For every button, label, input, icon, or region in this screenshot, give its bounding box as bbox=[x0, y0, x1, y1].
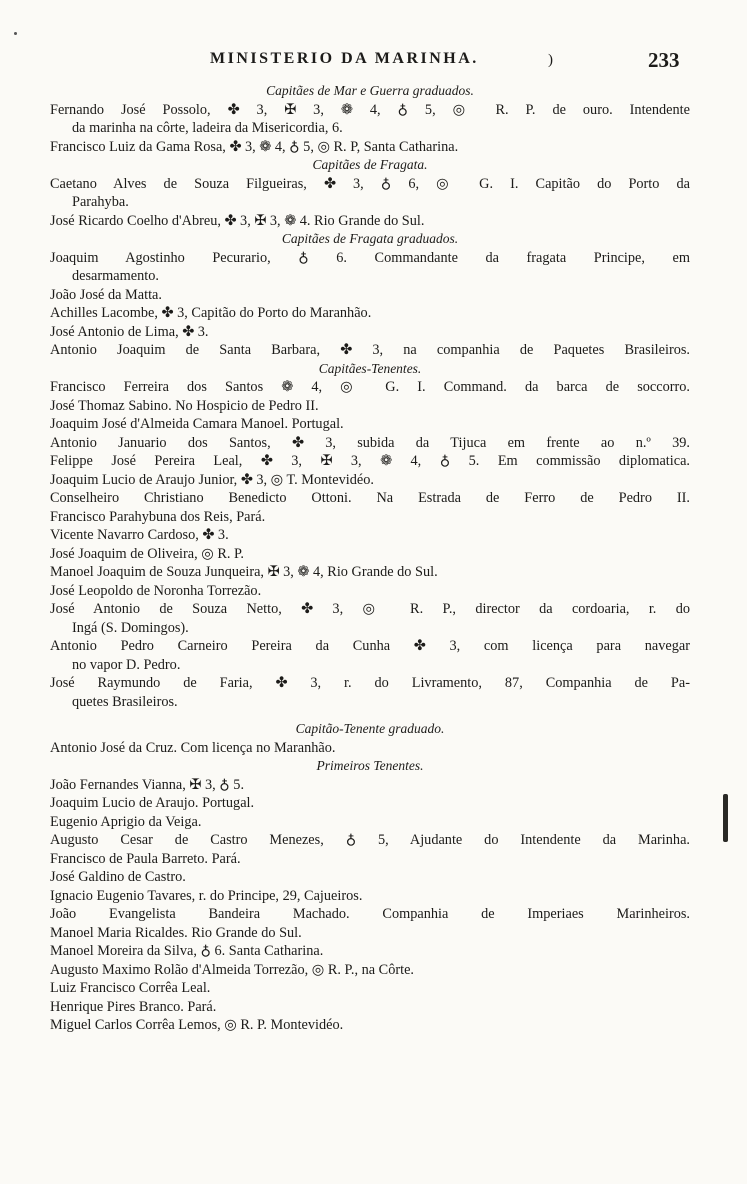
entry-line: Conselheiro Christiano Benedicto Ottoni. Na Estrada de Ferro de Pedro II. bbox=[50, 490, 690, 506]
entry-line: Joaquim Lucio de Araujo Junior, ✤ 3, ◎ T. Montevidéo. bbox=[50, 471, 374, 488]
entry-line: Joaquim José d'Almeida Camara Manoel. Portugal. bbox=[50, 416, 344, 432]
entry-line: José Ricardo Coelho d'Abreu, ✤ 3, ✠ 3, ❁ 4. Rio Grande do Sul. bbox=[50, 212, 425, 229]
entry-line: José Antonio de Souza Netto, ✤ 3, ◎ R. P., director da cordoaria, r. do bbox=[50, 601, 690, 617]
entry-line: Francisco Ferreira dos Santos ❁ 4, ◎ G. I. Command. da barca de soccorro. bbox=[50, 379, 690, 395]
entry-line: José Thomaz Sabino. No Hospicio de Pedro II. bbox=[50, 397, 319, 414]
entry-continuation: no vapor D. Pedro. bbox=[72, 656, 181, 673]
entry-line: João Evangelista Bandeira Machado. Companhia de Imperiaes Marinheiros. bbox=[50, 906, 690, 922]
entry-line: Manoel Joaquim de Souza Junqueira, ✠ 3, ❁ 4, Rio Grande do Sul. bbox=[50, 564, 438, 580]
document-body bbox=[50, 82, 690, 1035]
entry-line: Manoel Maria Ricaldes. Rio Grande do Sul. bbox=[50, 924, 302, 941]
entry-line: Manoel Moreira da Silva, ♁ 6. Santa Catharina. bbox=[50, 943, 324, 959]
entry-line: Miguel Carlos Corrêa Lemos, ◎ R. P. Montevidéo. bbox=[50, 1017, 344, 1033]
entry-line: Francisco Parahybuna dos Reis, Pará. bbox=[50, 508, 266, 525]
entry-line: Augusto Cesar de Castro Menezes, ♁ 5, Ajudante do Intendente da Marinha. bbox=[50, 832, 690, 848]
entry-continuation: Ingá (S. Domingos). bbox=[72, 619, 189, 636]
entry-line: Eugenio Aprigio da Veiga. bbox=[50, 813, 202, 830]
entry-line: Joaquim Lucio de Araujo. Portugal. bbox=[50, 795, 255, 811]
page-title: MINISTERIO DA MARINHA. bbox=[210, 50, 479, 67]
entry-line: Achilles Lacombe, ✤ 3, Capitão do Porto do Maranhão. bbox=[50, 305, 372, 321]
entry-line: Francisco Luiz da Gama Rosa, ✤ 3, ❁ 4, ♁ 5, ◎ R. P, Santa Catharina. bbox=[50, 138, 459, 155]
entry-line: José Antonio de Lima, ✤ 3. bbox=[50, 323, 209, 340]
entry-line: José Galdino de Castro. bbox=[50, 869, 186, 885]
entry-continuation: desarmamento. bbox=[72, 268, 159, 284]
section-heading: Capitães de Fragata. bbox=[312, 157, 428, 172]
margin-ink-bar bbox=[723, 794, 728, 842]
header-mark: ) bbox=[548, 52, 553, 68]
entry-line: José Joaquim de Oliveira, ◎ R. P. bbox=[50, 545, 244, 562]
entry-line: Luiz Francisco Corrêa Leal. bbox=[50, 980, 211, 996]
entry-line: João José da Matta. bbox=[50, 286, 162, 303]
entry-line: José Leopoldo de Noronha Torrezão. bbox=[50, 582, 262, 599]
entry-line: Antonio Joaquim de Santa Barbara, ✤ 3, na companhia de Paquetes Brasileiros. bbox=[50, 342, 690, 358]
entry-line: Caetano Alves de Souza Filgueiras, ✤ 3, ♁ 6, ◎ G. I. Capitão do Porto da bbox=[50, 175, 690, 192]
entry-line: Francisco de Paula Barreto. Pará. bbox=[50, 850, 241, 867]
entry-continuation: Parahyba. bbox=[72, 194, 129, 210]
entry-line: José Raymundo de Faria, ✤ 3, r. do Livramento, 87, Companhia de Pa- bbox=[50, 675, 690, 691]
entry-line: Fernando José Possolo, ✤ 3, ✠ 3, ❁ 4, ♁ 5, ◎ R. P. de ouro. Intendente bbox=[50, 101, 690, 118]
section-heading: Primeiros Tenentes. bbox=[316, 758, 424, 773]
entry-continuation: quetes Brasileiros. bbox=[72, 693, 178, 710]
running-header bbox=[0, 50, 747, 76]
section-heading: Capitão-Tenente graduado. bbox=[295, 721, 445, 736]
page-number: 233 bbox=[648, 48, 680, 72]
entry-line: Felippe José Pereira Leal, ✤ 3, ✠ 3, ❁ 4, ♁ 5. Em commissão diplomatica. bbox=[50, 453, 690, 469]
entry-line: Vicente Navarro Cardoso, ✤ 3. bbox=[50, 527, 229, 543]
entry-line: Joaquim Agostinho Pecurario, ♁ 6. Commandante da fragata Principe, em bbox=[50, 249, 690, 266]
entry-line: João Fernandes Vianna, ✠ 3, ♁ 5. bbox=[50, 776, 245, 793]
entry-line: Antonio Pedro Carneiro Pereira da Cunha ✤ 3, com licença para navegar bbox=[50, 638, 690, 654]
section-heading: Capitães de Fragata graduados. bbox=[281, 231, 459, 246]
entry-continuation: da marinha na côrte, ladeira da Misericordia, 6. bbox=[72, 120, 343, 136]
entry-line: Antonio José da Cruz. Com licença no Maranhão. bbox=[50, 739, 336, 756]
entry-line: Antonio Januario dos Santos, ✤ 3, subida da Tijuca em frente ao n.º 39. bbox=[50, 434, 690, 451]
section-heading: Capitães de Mar e Guerra graduados. bbox=[266, 83, 474, 98]
entry-line: Ignacio Eugenio Tavares, r. do Principe, 29, Cajueiros. bbox=[50, 887, 363, 904]
entry-line: Augusto Maximo Rolão d'Almeida Torrezão, ◎ R. P., na Côrte. bbox=[50, 961, 415, 978]
ink-speck bbox=[14, 32, 17, 35]
section-heading: Capitães-Tenentes. bbox=[318, 360, 422, 376]
entry-line: Henrique Pires Branco. Pará. bbox=[50, 998, 217, 1015]
